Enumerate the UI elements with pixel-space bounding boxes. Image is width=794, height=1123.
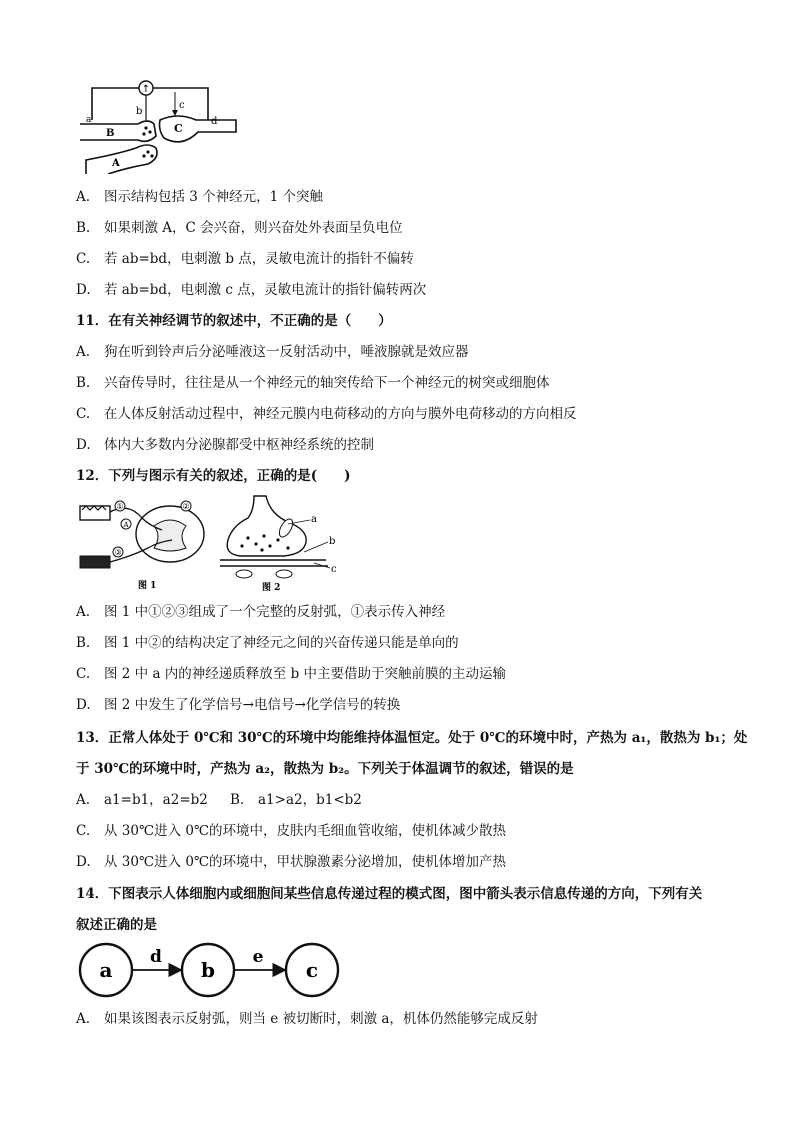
fig1-mark-3: ③ (114, 548, 122, 557)
q11-option-b: B. 兴奋传导时，往往是从一个神经元的轴突传给下一个神经元的树突或细胞体 (76, 375, 550, 391)
q10-option-d: D. 若 ab=bd，电刺激 c 点，灵敏电流计的指针偏转两次 (76, 282, 427, 298)
q13-stem-line2: 于 30℃的环境中时，产热为 a₂，散热为 b₂。下列关于体温调节的叙述，错误的是 (76, 761, 574, 777)
arrow-d-label: d (150, 947, 162, 967)
fig2-mark-a: a (311, 514, 317, 525)
fig1-mark-1: ① (116, 502, 124, 511)
q12-stem: 12．下列与图示有关的叙述，正确的是( ) (76, 468, 351, 484)
label-d: d (211, 116, 218, 127)
fig1-mark-A: A (123, 521, 129, 529)
q14-stem-line1: 14．下图表示人体细胞内或细胞间某些信息传递过程的模式图，图中箭头表示信息传递的方向，下列有关 (76, 886, 703, 902)
node-b-label: b (201, 958, 215, 982)
q14-option-a: A. 如果该图表示反射弧，则当 e 被切断时，刺激 a，机体仍然能够完成反射 (76, 1011, 538, 1027)
q11-option-a: A. 狗在听到铃声后分泌唾液这一反射活动中，唾液腺就是效应器 (76, 344, 469, 360)
fig2-caption: 图 2 (262, 583, 281, 593)
node-c-label: c (305, 958, 319, 982)
q13-option-a: A. a1=b1，a2=b2 (76, 792, 208, 808)
meter-needle: ↑ (141, 84, 151, 95)
q14-stem-line2: 叙述正确的是 (76, 917, 157, 933)
label-b: b (136, 106, 143, 117)
fig2-mark-c: c (331, 564, 337, 575)
q10-option-a: A. 图示结构包括 3 个神经元，1 个突触 (76, 189, 324, 205)
q12-option-b: B. 图 1 中②的结构决定了神经元之间的兴奋传递只能是单向的 (76, 635, 459, 651)
q12-option-c: C. 图 2 中 a 内的神经递质释放至 b 中主要借助于突触前膜的主动运输 (76, 666, 507, 682)
q13-stem-line1: 13．正常人体处于 0℃和 30℃的环境中均能维持体温恒定。处于 0℃的环境中时，产热为 a₁，散热为 b₁；处 (76, 730, 748, 746)
q13-option-b: B. a1>a2，b1<b2 (230, 792, 362, 808)
signal-flow-diagram (78, 942, 342, 1002)
q12-option-d: D. 图 2 中发生了化学信号→电信号→化学信号的转换 (76, 697, 401, 713)
q11-option-c: C. 在人体反射活动过程中，神经元膜内电荷移动的方向与膜外电荷移动的方向相反 (76, 406, 577, 422)
q11-option-d: D. 体内大多数内分泌腺都受中枢神经系统的控制 (76, 437, 374, 453)
node-a-label: a (99, 958, 113, 982)
synapse-galvanometer-figure (78, 78, 238, 174)
reflex-arc-figure-1 (78, 496, 213, 594)
label-B: B (106, 128, 115, 139)
synapse-figure-2 (218, 494, 348, 594)
q13-option-d: D. 从 30℃进入 0℃的环境中，甲状腺激素分泌增加，使机体增加产热 (76, 854, 507, 870)
q10-option-c: C. 若 ab=bd，电刺激 b 点，灵敏电流计的指针不偏转 (76, 251, 414, 267)
fig1-mark-2: ② (182, 502, 190, 511)
label-A: A (112, 158, 120, 169)
q12-option-a: A. 图 1 中①②③组成了一个完整的反射弧，①表示传入神经 (76, 604, 446, 620)
q13-option-c: C. 从 30℃进入 0℃的环境中，皮肤内毛细血管收缩，使机体减少散热 (76, 823, 507, 839)
q10-option-b: B. 如果刺激 A，C 会兴奋，则兴奋处外表面呈负电位 (76, 220, 403, 236)
arrow-e-label: e (252, 947, 264, 967)
label-a: a (86, 115, 92, 125)
label-c: c (179, 100, 185, 111)
fig1-caption: 图 1 (138, 581, 157, 591)
label-C: C (174, 122, 183, 135)
fig2-mark-b: b (329, 536, 336, 547)
q11-stem: 11．在有关神经调节的叙述中，不正确的是（ ） (76, 313, 392, 329)
